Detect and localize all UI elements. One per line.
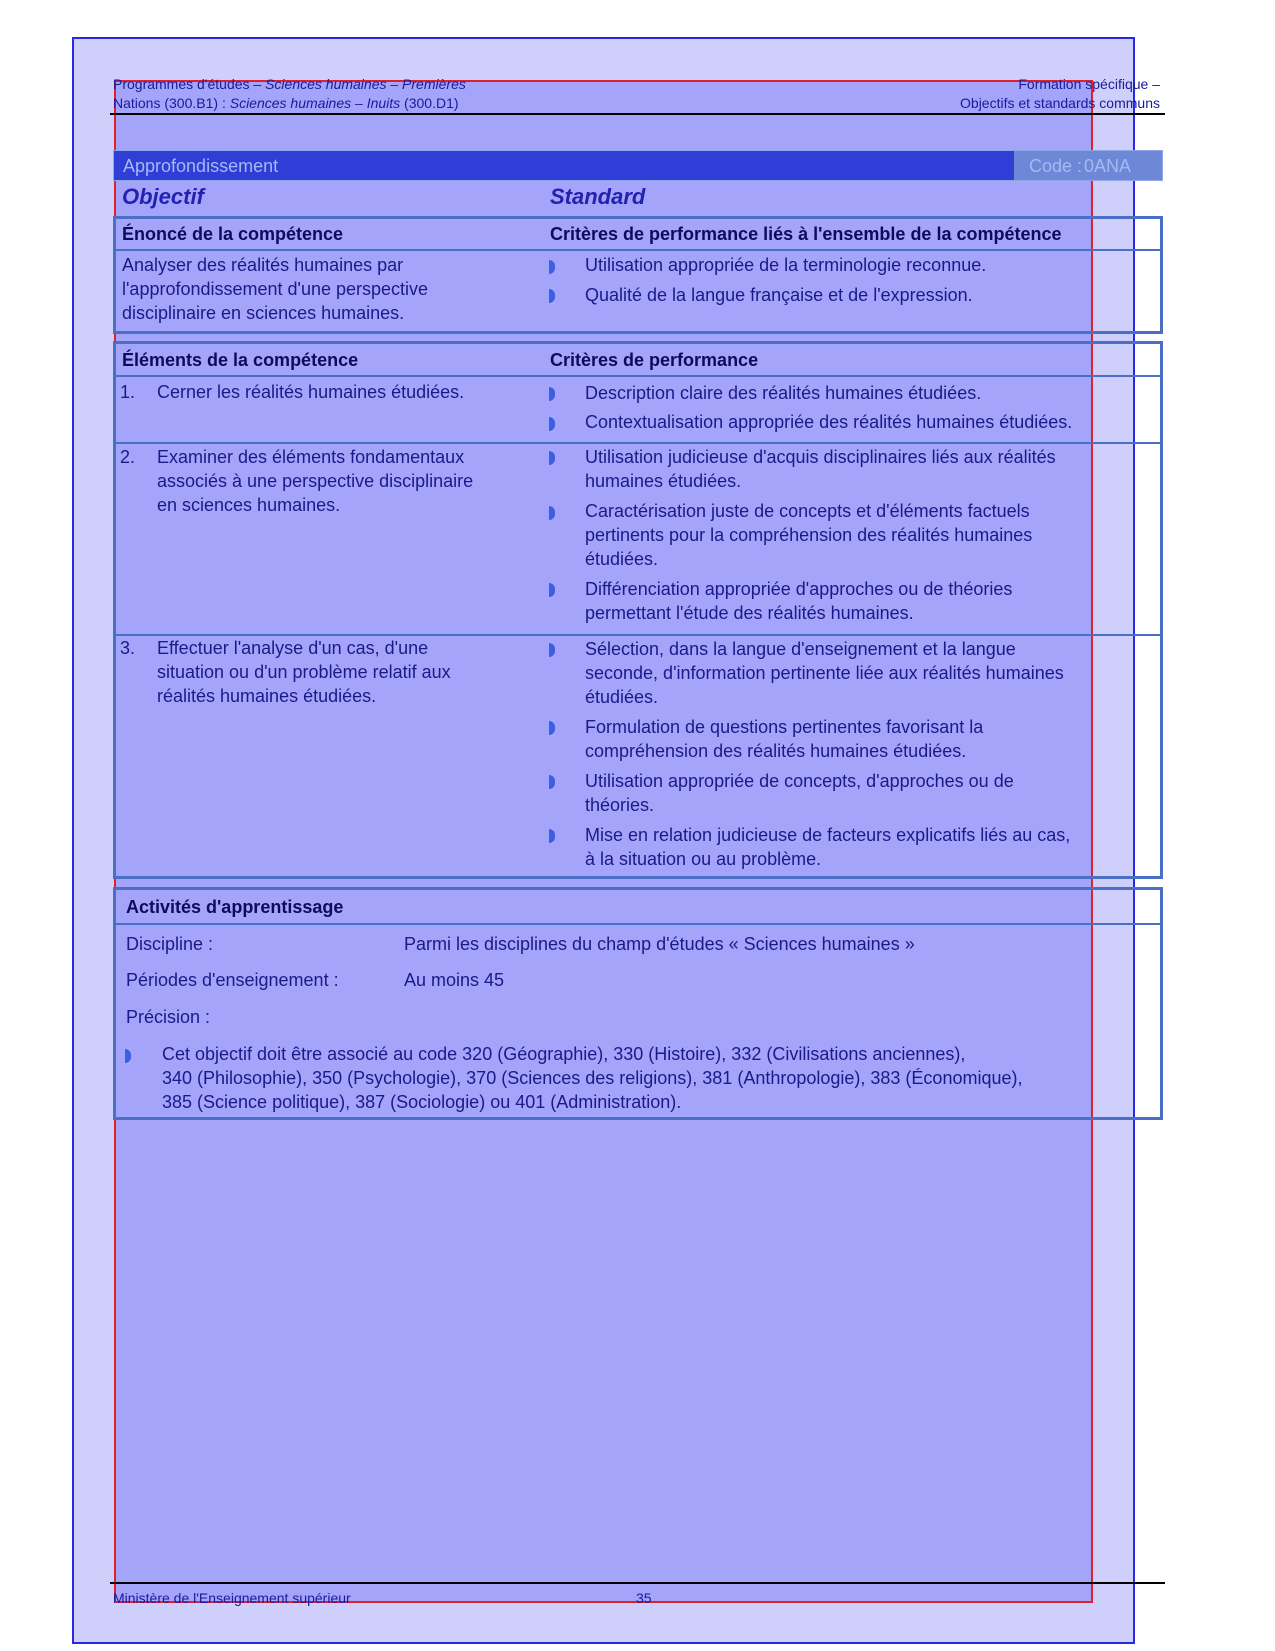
criteria-line: Différenciation appropriée d'approches ou de théories	[585, 579, 1013, 599]
header-rule	[110, 113, 1165, 115]
section-bar	[113, 150, 1163, 181]
header-code2: (300.D1)	[400, 95, 459, 111]
header-code1: (300.B1) :	[160, 95, 230, 111]
elements-criteria-header: Critères de performance	[550, 350, 759, 370]
header-program-line1	[113, 75, 466, 93]
element-line: associés à une perspective disciplinaire	[157, 471, 474, 491]
element-line: Cerner les réalités humaines étudiées.	[157, 382, 465, 402]
criteria-line: théories.	[585, 795, 655, 815]
element-line: en sciences humaines.	[157, 495, 341, 515]
criteria-line: Utilisation appropriée de concepts, d'approches ou de	[585, 771, 1014, 791]
criteria-line: étudiées.	[585, 549, 659, 569]
criteria-line: à la situation ou au problème.	[585, 849, 822, 869]
element-number: 1.	[120, 382, 136, 402]
header-program-italic2: Sciences humaines – Inuits	[229, 95, 401, 111]
criteria-item: Qualité de la langue française et de l'expression.	[585, 285, 973, 305]
precision-label: Précision :	[126, 1007, 211, 1027]
criteria-item: Utilisation appropriée de la terminologie reconnue.	[585, 255, 987, 275]
divider	[116, 249, 1160, 251]
criteria-line: étudiées.	[585, 687, 659, 707]
element-line: réalités humaines étudiées.	[157, 686, 377, 706]
competence-header: Énoncé de la compétence	[122, 224, 344, 244]
element-line: situation ou d'un problème relatif aux	[157, 662, 451, 682]
code-label: Code :	[1029, 156, 1083, 176]
code-value: 0ANA	[1084, 156, 1132, 176]
divider	[116, 923, 1160, 925]
footer-ministry: Ministère de l'Enseignement supérieur	[113, 1590, 351, 1606]
periodes-label: Périodes d'enseignement :	[126, 970, 339, 990]
discipline-value: Parmi les disciplines du champ d'études « Sciences humaines »	[404, 934, 915, 954]
criteria-item: Description claire des réalités humaines étudiées.	[585, 383, 982, 403]
page-number: 35	[636, 1590, 652, 1606]
criteria-line: Sélection, dans la langue d'enseignement et la langue	[585, 639, 1016, 659]
header-formation: Formation spécifique –	[1018, 76, 1160, 92]
precision-line: 340 (Philosophie), 350 (Psychologie), 370 (Sciences des religions), 381 (Anthropologie), 383 (Économique),	[162, 1068, 1023, 1088]
enonce-line: l'approfondissement d'une perspective	[122, 279, 429, 299]
activites-title: Activités d'apprentissage	[126, 897, 344, 917]
criteria-line: seconde, d'information pertinente liée aux réalités humaines	[585, 663, 1064, 683]
elements-header: Éléments de la compétence	[122, 350, 359, 370]
element-line: Examiner des éléments fondamentaux	[157, 447, 465, 467]
enonce-line: Analyser des réalités humaines par	[122, 255, 404, 275]
criteria-line: Formulation de questions pertinentes favorisant la	[585, 717, 984, 737]
divider	[116, 375, 1160, 377]
criteria-line: permettant l'étude des réalités humaines.	[585, 603, 914, 623]
element-line: Effectuer l'analyse d'un cas, d'une	[157, 638, 429, 658]
competence-criteria-header: Critères de performance liés à l'ensemble de la compétence	[550, 224, 1062, 244]
criteria-line: humaines étudiées.	[585, 471, 742, 491]
criteria-line: Utilisation judicieuse d'acquis disciplinaires liés aux réalités	[585, 447, 1056, 467]
footer-rule	[110, 1582, 1165, 1584]
criteria-line: pertinents pour la compréhension des réalités humaines	[585, 525, 1033, 545]
header-program-prefix: Programmes d'études –	[113, 76, 266, 92]
header-program-line2	[113, 94, 459, 112]
section-title: Approfondissement	[123, 156, 279, 176]
discipline-label: Discipline :	[126, 934, 214, 954]
header-nations: Nations	[113, 95, 161, 111]
precision-line: Cet objectif doit être associé au code 320 (Géographie), 330 (Histoire), 332 (Civilisations anciennes),	[162, 1044, 966, 1064]
header-objectifs: Objectifs et standards communs	[960, 95, 1160, 111]
objectif-label: Objectif	[122, 184, 204, 209]
divider	[116, 442, 1160, 444]
enonce-line: disciplinaire en sciences humaines.	[122, 303, 405, 323]
precision-line: 385 (Science politique), 387 (Sociologie) ou 401 (Administration).	[162, 1092, 682, 1112]
criteria-item: Contextualisation appropriée des réalités humaines étudiées.	[585, 412, 1073, 432]
element-number: 3.	[120, 638, 136, 658]
criteria-line: compréhension des réalités humaines étudiées.	[585, 741, 967, 761]
criteria-line: Caractérisation juste de concepts et d'éléments factuels	[585, 501, 1030, 521]
standard-label: Standard	[550, 184, 646, 209]
element-number: 2.	[120, 447, 136, 467]
periodes-value: Au moins 45	[404, 970, 505, 990]
header-program-italic: Sciences humaines – Premières	[265, 76, 466, 92]
criteria-line: Mise en relation judicieuse de facteurs explicatifs liés au cas,	[585, 825, 1071, 845]
